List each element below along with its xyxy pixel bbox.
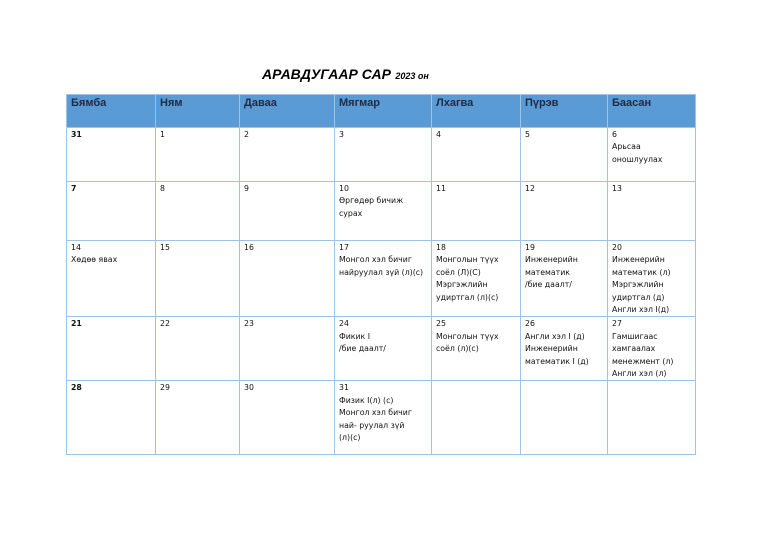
event-text: Фикик I /бие даалт/	[339, 331, 386, 354]
day-cell	[67, 128, 156, 182]
calendar-table	[66, 94, 696, 455]
day-cell	[156, 241, 240, 317]
day-number: 7	[71, 184, 77, 193]
day-number: 25	[436, 319, 446, 329]
week-row	[67, 381, 696, 455]
day-cell	[335, 182, 432, 241]
day-number: 12	[525, 184, 535, 193]
day-number: 30	[244, 383, 254, 393]
day-number: 5	[525, 130, 530, 139]
day-cell	[432, 381, 521, 455]
day-number: 13	[612, 184, 622, 193]
day-number: 26	[525, 319, 535, 329]
week-row	[67, 128, 696, 182]
event-text: Арьсаа оношлуулах	[612, 142, 663, 164]
day-cell	[521, 128, 608, 182]
day-number: 3	[339, 130, 344, 139]
weekday-header: Баасан	[608, 95, 696, 128]
weekday-header: Пүрэв	[521, 95, 608, 128]
day-cell	[521, 241, 608, 317]
day-cell	[240, 381, 335, 455]
day-cell	[335, 381, 432, 455]
day-number: 10	[339, 184, 349, 193]
day-number: 31	[339, 383, 349, 393]
event-text: Инженерийн математик /бие даалт/	[525, 255, 578, 290]
day-cell	[240, 128, 335, 182]
day-cell	[432, 317, 521, 381]
day-number: 9	[244, 184, 249, 193]
weekday-header-row	[67, 95, 696, 128]
day-number: 21	[71, 319, 82, 329]
day-cell	[67, 182, 156, 241]
day-cell	[240, 317, 335, 381]
day-number: 15	[160, 243, 170, 252]
day-number: 23	[244, 319, 254, 329]
week-row	[67, 182, 696, 241]
weekday-header: Мягмар	[335, 95, 432, 128]
event-text: Физик I(л) (с) Монгол хэл бичиг най- руулал зүй (л)(с)	[339, 395, 412, 443]
day-cell	[156, 381, 240, 455]
weekday-header: Лхагва	[432, 95, 521, 128]
day-number: 18	[436, 243, 446, 252]
day-cell	[608, 182, 696, 241]
day-cell	[608, 317, 696, 381]
day-cell	[156, 317, 240, 381]
day-number: 27	[612, 319, 622, 329]
weekday-header: Даваа	[240, 95, 335, 128]
week-row	[67, 241, 696, 317]
event-text: Өргөдөр бичиж сурах	[339, 196, 404, 218]
day-cell	[67, 241, 156, 317]
event-text: Хөдөө явах	[71, 255, 118, 265]
day-number: 28	[71, 383, 82, 393]
day-number: 1	[160, 130, 165, 139]
day-cell	[432, 182, 521, 241]
day-cell	[521, 381, 608, 455]
day-cell	[335, 317, 432, 381]
day-cell	[521, 317, 608, 381]
week-row	[67, 317, 696, 381]
event-text: Гамшигаас хамгаалах менежмент (л) Англи хэл (л)	[612, 331, 674, 379]
event-text: Монголын түүх соёл (л)(с)	[436, 331, 499, 354]
day-cell	[521, 182, 608, 241]
event-text: Англи хэл I (д) Инженерийн математик I (д)	[525, 331, 589, 366]
day-cell	[608, 241, 696, 317]
day-number: 24	[339, 319, 349, 329]
day-number: 11	[436, 184, 446, 193]
month-title: АРАВДУГААР САР	[262, 66, 391, 82]
day-number: 8	[160, 184, 165, 193]
day-number: 17	[339, 243, 349, 252]
day-cell	[608, 128, 696, 182]
day-cell	[156, 182, 240, 241]
day-cell	[240, 241, 335, 317]
day-number: 6	[612, 130, 617, 139]
weekday-header: Бямба	[67, 95, 156, 128]
day-number: 22	[160, 319, 170, 329]
weekday-header: Ням	[156, 95, 240, 128]
day-cell	[432, 241, 521, 317]
day-cell	[156, 128, 240, 182]
day-number: 2	[244, 130, 249, 139]
day-cell	[335, 241, 432, 317]
day-cell	[335, 128, 432, 182]
event-text: Монгол хэл бичиг найруулал зүй (л)(с)	[339, 255, 424, 277]
day-cell	[608, 381, 696, 455]
event-text: Инженерийн математик (л) Мэргэжлийн удиртгал (д) Англи хэл I(д)	[612, 255, 671, 315]
day-number: 29	[160, 383, 170, 393]
day-cell	[432, 128, 521, 182]
day-cell	[67, 381, 156, 455]
day-number: 4	[436, 130, 441, 139]
day-cell	[67, 317, 156, 381]
day-number: 31	[71, 130, 82, 139]
day-number: 20	[612, 243, 622, 252]
year-label: 2023 он	[395, 71, 429, 81]
day-number: 16	[244, 243, 254, 252]
calendar-title	[262, 66, 429, 84]
event-text: Монголын түүх соёл (Л)(С) Мэргэжлийн удиртгал (л)(с)	[436, 255, 499, 302]
day-number: 14	[71, 243, 81, 252]
day-cell	[240, 182, 335, 241]
day-number: 19	[525, 243, 535, 252]
